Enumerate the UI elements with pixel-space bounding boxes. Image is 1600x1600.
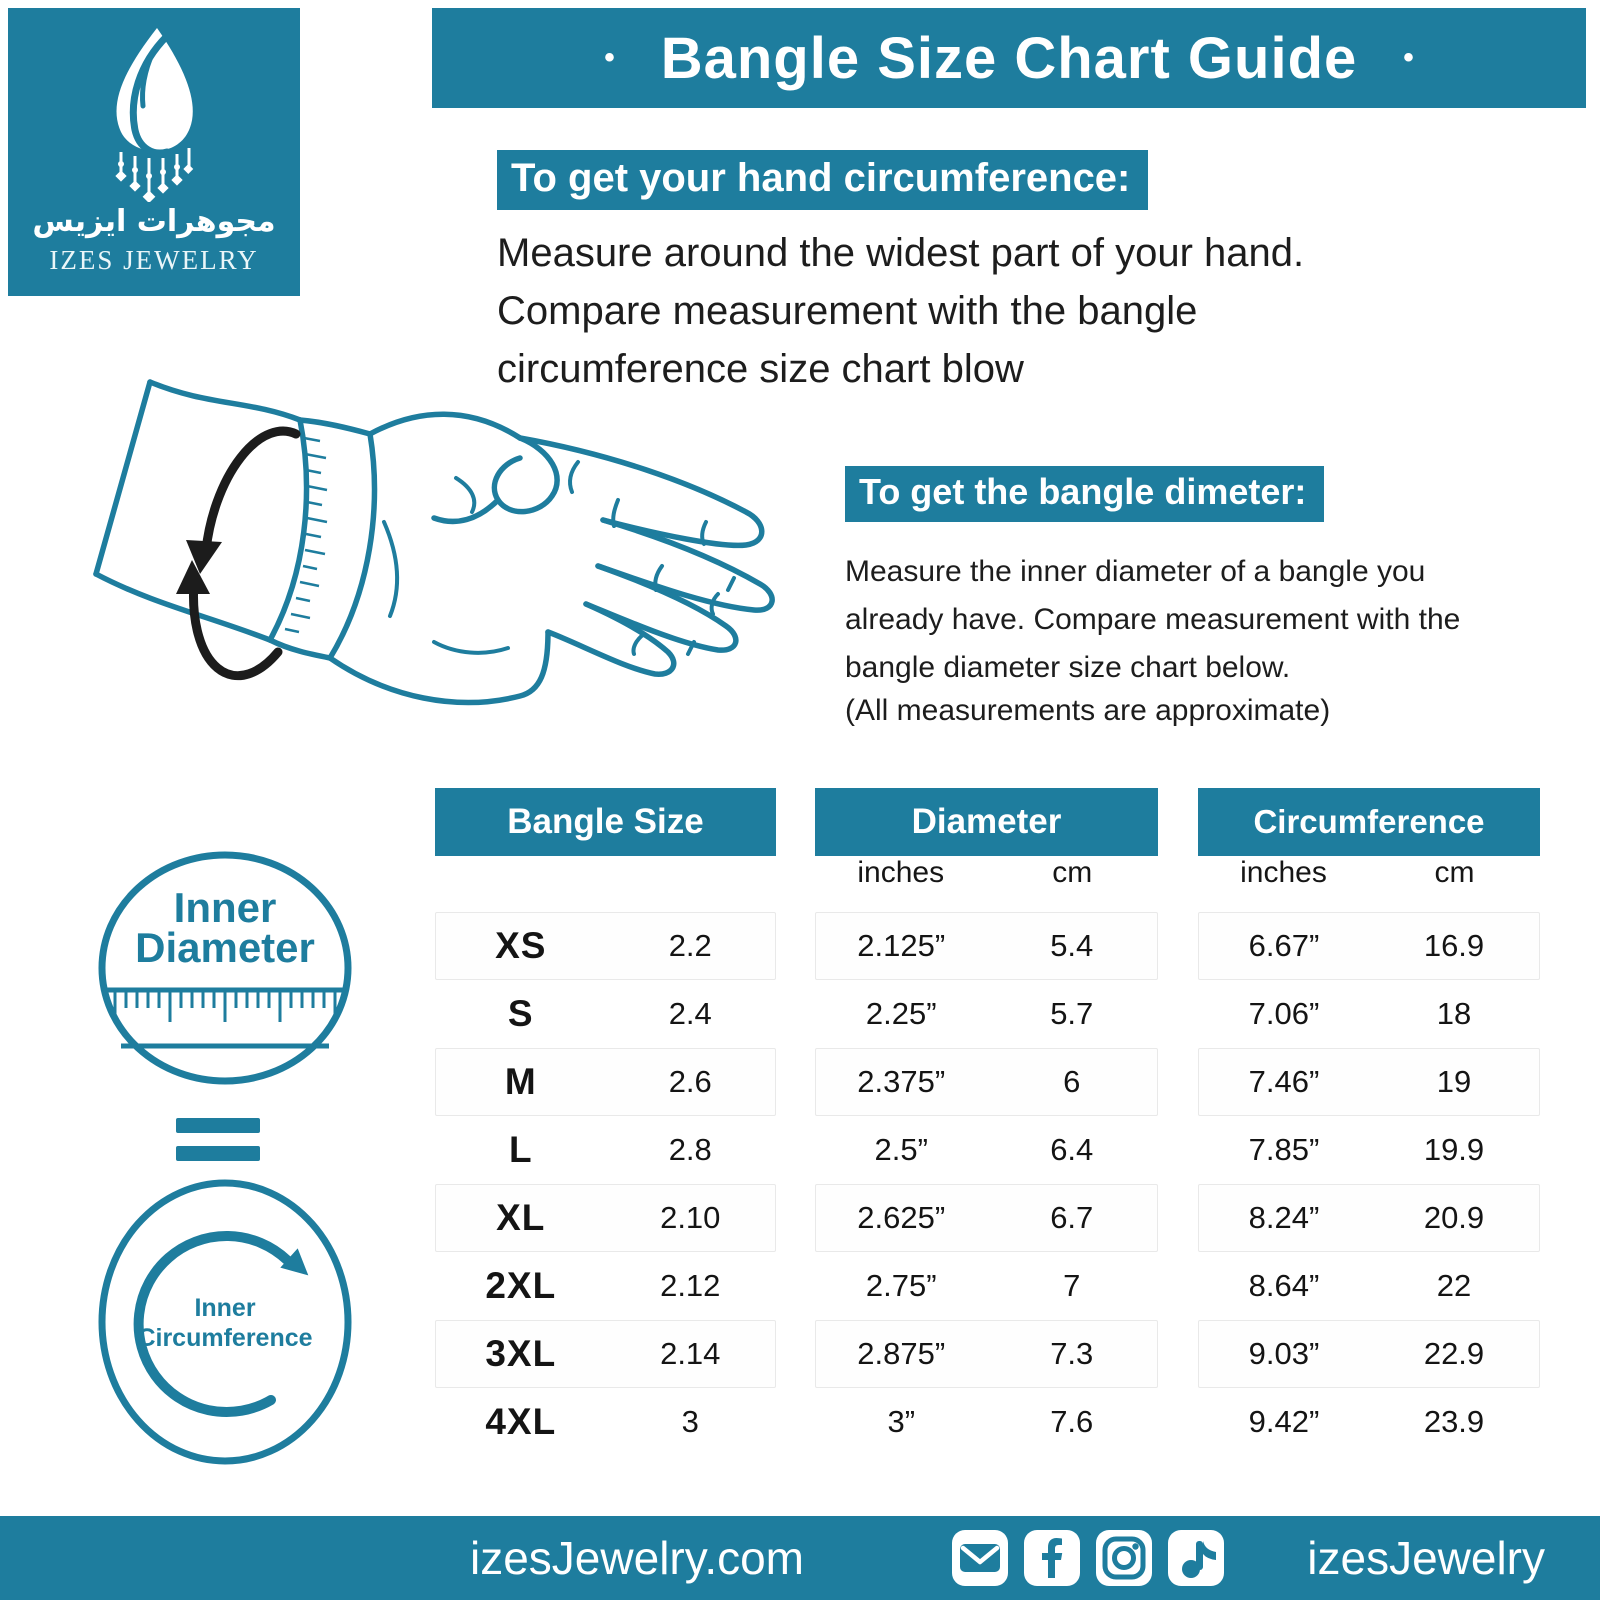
diameter-cm-cell: 7: [1063, 1268, 1081, 1303]
diameter-in-cell: 2.125”: [857, 928, 946, 963]
hand-measuring-illustration: [58, 342, 798, 752]
text-line: Measure the inner diameter of a bangle you: [845, 555, 1426, 588]
circumference-cm-cell: 18: [1436, 996, 1472, 1031]
subheader-cm: cm: [1434, 856, 1475, 889]
subheader-inches: inches: [1240, 856, 1327, 889]
size-cell: S: [507, 993, 534, 1034]
size-cell: XS: [495, 925, 547, 966]
size-cell: L: [508, 1129, 533, 1170]
table-row-m: [435, 1048, 1540, 1116]
text-line: Measure around the widest part of your hand.: [497, 231, 1305, 275]
brand-logo-block: [8, 8, 300, 296]
circumference-cm-cell: 23.9: [1423, 1404, 1485, 1439]
table-header-circumference: Circumference: [1198, 788, 1540, 856]
size-num-cell: 2.10: [660, 1200, 721, 1235]
size-cell: M: [504, 1061, 537, 1102]
size-cell: 4XL: [485, 1401, 557, 1442]
diameter-cm-cell: 7.3: [1050, 1336, 1094, 1371]
table-row-l: [435, 1116, 1540, 1184]
bangle-diameter-heading: To get the bangle dimeter:: [845, 466, 1324, 522]
hand-circumference-heading: To get your hand circumference:: [497, 150, 1148, 210]
size-cell: 3XL: [485, 1333, 557, 1374]
table-row-2xl: [435, 1252, 1540, 1320]
inner-diameter-label-2: Diameter: [135, 924, 315, 971]
size-num-cell: 2.8: [668, 1132, 712, 1167]
circumference-in-cell: 7.85”: [1248, 1132, 1320, 1167]
circumference-in-cell: 9.03”: [1248, 1336, 1320, 1371]
circumference-in-cell: 8.24”: [1248, 1200, 1320, 1235]
size-table: [435, 912, 1540, 1456]
text-line: circumference size chart blow: [497, 347, 1024, 391]
table-row-4xl: [435, 1388, 1540, 1456]
size-num-cell: 2.6: [668, 1064, 712, 1099]
inner-diameter-diagram: [95, 850, 355, 1090]
size-cell: XL: [496, 1197, 546, 1238]
page-title: Bangle Size Chart Guide: [660, 25, 1358, 91]
size-num-cell: 3: [681, 1404, 699, 1439]
brand-logo-mark: [69, 22, 239, 202]
circumference-subheaders: [1198, 856, 1540, 900]
circumference-in-cell: 7.06”: [1248, 996, 1320, 1031]
table-row-xs: [435, 912, 1540, 980]
diameter-cm-cell: 5.4: [1050, 928, 1094, 963]
circumference-cm-cell: 19: [1436, 1064, 1472, 1099]
equals-sign: [176, 1118, 260, 1174]
footer-bar: [0, 1516, 1600, 1600]
title-bullet-left: •: [604, 41, 615, 74]
circumference-cm-cell: 19.9: [1423, 1132, 1485, 1167]
email-icon[interactable]: [952, 1530, 1008, 1586]
circumference-in-cell: 7.46”: [1248, 1064, 1320, 1099]
circumference-in-cell: 8.64”: [1248, 1268, 1320, 1303]
diameter-in-cell: 2.75”: [865, 1268, 937, 1303]
facebook-icon[interactable]: [1024, 1530, 1080, 1586]
circumference-cm-cell: 16.9: [1423, 928, 1485, 963]
table-row-xl: [435, 1184, 1540, 1252]
social-icons: [952, 1530, 1224, 1586]
subheader-inches: inches: [857, 856, 945, 889]
diameter-subheaders: [815, 856, 1158, 900]
table-header-diameter: Diameter: [815, 788, 1158, 856]
brand-arabic-name: مجوهرات ايزيس: [32, 204, 276, 239]
inner-circumference-diagram: [95, 1176, 355, 1468]
brand-latin-name: IZES JEWELRY: [49, 245, 259, 275]
diameter-cm-cell: 6.4: [1050, 1132, 1094, 1167]
text-line: already have. Compare measurement with the: [845, 603, 1461, 636]
diameter-cm-cell: 5.7: [1050, 996, 1094, 1031]
circumference-cm-cell: 20.9: [1423, 1200, 1485, 1235]
diameter-in-cell: 2.625”: [857, 1200, 946, 1235]
diameter-in-cell: 2.25”: [865, 996, 937, 1031]
size-num-cell: 2.4: [668, 996, 712, 1031]
inner-diameter-label-1: Inner: [173, 884, 277, 931]
text-line: bangle diameter size chart below.: [845, 651, 1291, 684]
text-line: Compare measurement with the bangle: [497, 289, 1198, 333]
diameter-in-cell: 3”: [887, 1404, 916, 1439]
measurements-note: (All measurements are approximate): [845, 694, 1331, 727]
page-title-banner: [432, 8, 1586, 108]
website-link[interactable]: izesJewelry.com: [470, 1532, 804, 1584]
tiktok-icon[interactable]: [1168, 1530, 1224, 1586]
instagram-icon[interactable]: [1096, 1530, 1152, 1586]
table-header-bangle-size: Bangle Size: [435, 788, 776, 856]
size-num-cell: 2.14: [660, 1336, 721, 1371]
inner-circumference-label-1: Inner: [194, 1294, 256, 1322]
table-row-s: [435, 980, 1540, 1048]
size-num-cell: 2.12: [660, 1268, 721, 1303]
diameter-cm-cell: 6.7: [1050, 1200, 1094, 1235]
circumference-cm-cell: 22: [1436, 1268, 1472, 1303]
circumference-cm-cell: 22.9: [1423, 1336, 1485, 1371]
table-row-3xl: [435, 1320, 1540, 1388]
title-bullet-right: •: [1403, 41, 1414, 74]
diameter-in-cell: 2.5”: [874, 1132, 928, 1167]
diameter-cm-cell: 7.6: [1050, 1404, 1094, 1439]
size-cell: 2XL: [485, 1265, 557, 1306]
diameter-in-cell: 2.375”: [857, 1064, 946, 1099]
subheader-cm: cm: [1052, 856, 1093, 889]
bangle-diameter-text: [845, 548, 1460, 692]
circumference-in-cell: 6.67”: [1248, 928, 1320, 963]
diameter-cm-cell: 6: [1063, 1064, 1081, 1099]
circumference-in-cell: 9.42”: [1248, 1404, 1320, 1439]
inner-circumference-label-2: Circumference: [137, 1324, 313, 1352]
diameter-in-cell: 2.875”: [857, 1336, 946, 1371]
size-num-cell: 2.2: [668, 928, 712, 963]
social-handle[interactable]: izesJewelry: [1307, 1532, 1545, 1584]
